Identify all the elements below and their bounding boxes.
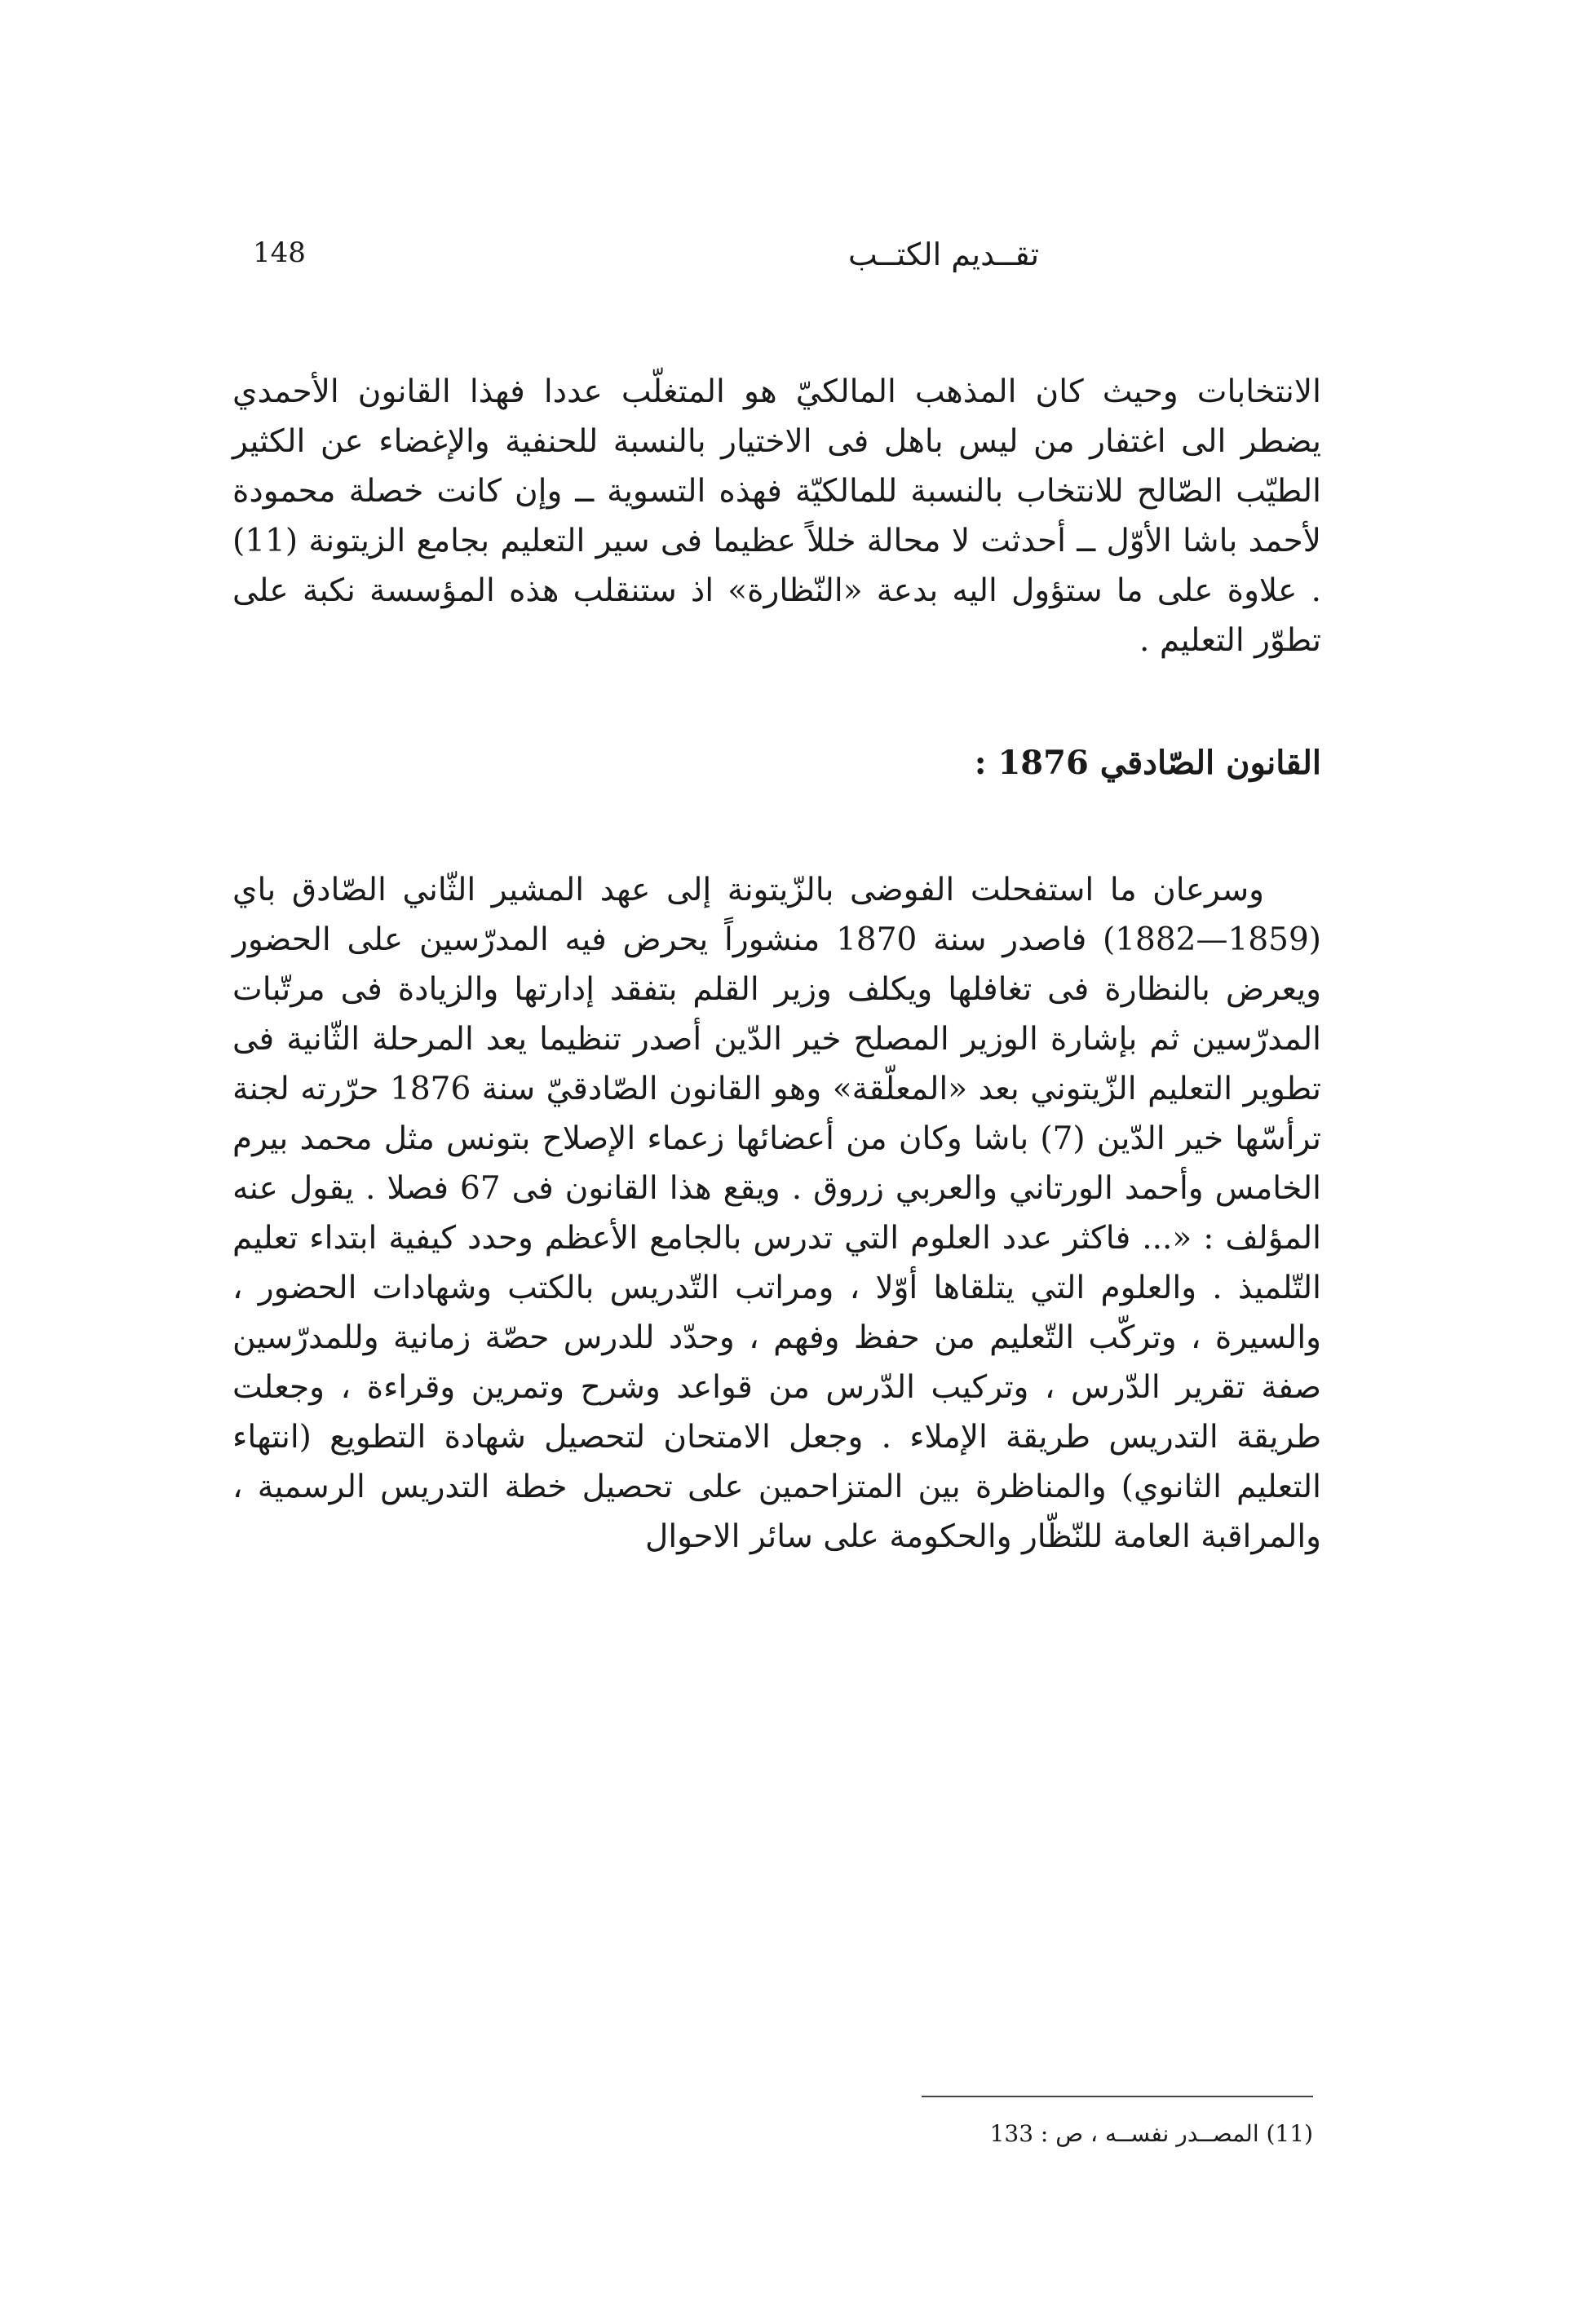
body-text bbox=[232, 367, 1321, 1562]
page-header bbox=[228, 236, 1321, 294]
section-heading: القانون الصّادقي 1876 : bbox=[974, 744, 1321, 782]
paragraph-1: الانتخابات وحيث كان المذهب المالكيّ هو المتغلّب عددا فهذا القانون الأحمدي يضطر الى اغتفار من ليس باهل فى الاختيار بالنسبة للحنفية والإغضاء عن الكثير الطيّب الصّالح للانتخاب بالنسبة للمالكيّة فهذه التسوية ــ وإن كانت خصلة محمودة لأحمد باشا الأوّل ــ أحدثت لا محالة خللاً عظيما فى سير التعليم بجامع الزيتونة (11) . علاوة على ما ستؤول اليه بدعة «النّظارة» اذ ستنقلب هذه المؤسسة نكبة على تطوّر التعليم . bbox=[232, 373, 1321, 659]
footnote-divider bbox=[922, 2096, 1313, 2097]
paragraph-2: وسرعان ما استفحلت الفوضى بالزّيتونة إلى عهد المشير الثّاني الصّادق باي (1859—1882) فاصدر سنة 1870 منشوراً يحرض فيه المدرّسين على الحضور ويعرض بالنظارة فى تغافلها ويكلف وزير القلم بتفقد إدارتها والزيادة فى مرتّبات المدرّسين ثم بإشارة الوزير المصلح خير الدّين أصدر تنظيما يعد المرحلة الثّانية فى تطوير التعليم الزّيتوني بعد «المعلّقة» وهو القانون الصّادقيّ سنة 1876 حرّرته لجنة ترأسّها خير الدّين (7) باشا وكان من أعضائها زعماء الإصلاح بتونس مثل محمد بيرم الخامس وأحمد الورتاني والعربي زروق . ويقع هذا القانون فى 67 فصلا . يقول عنه المؤلف : «... فاكثر عدد العلوم التي تدرس بالجامع الأعظم وحدد كيفية ابتداء تعليم التّلميذ . والعلوم التي يتلقاها أوّلا ، ومراتب التّدريس بالكتب وشهادات الحضور ، والسيرة ، وتركّب التّعليم من حفظ وفهم ، وحدّد للدرس حصّة زمانية وللمدرّسين صفة تقرير الدّرس ، وتركيب الدّرس من قواعد وشرح وتمرين وقراءة ، وجعلت طريقة التدريس طريقة الإملاء . وجعل الامتحان لتحصيل شهادة التطويع (انتهاء التعليم الثانوي) والمناظرة بين المتزاحمين على تحصيل خطة التدريس الرسمية ، والمراقبة العامة للنّظّار والحكومة على سائر الاحوال bbox=[232, 872, 1321, 1555]
running-title: تقــديم الكتــب bbox=[848, 236, 1040, 272]
page-number: 148 bbox=[253, 236, 306, 269]
footnote: (11) المصــدر نفســه ، ص : 133 bbox=[989, 2120, 1313, 2147]
